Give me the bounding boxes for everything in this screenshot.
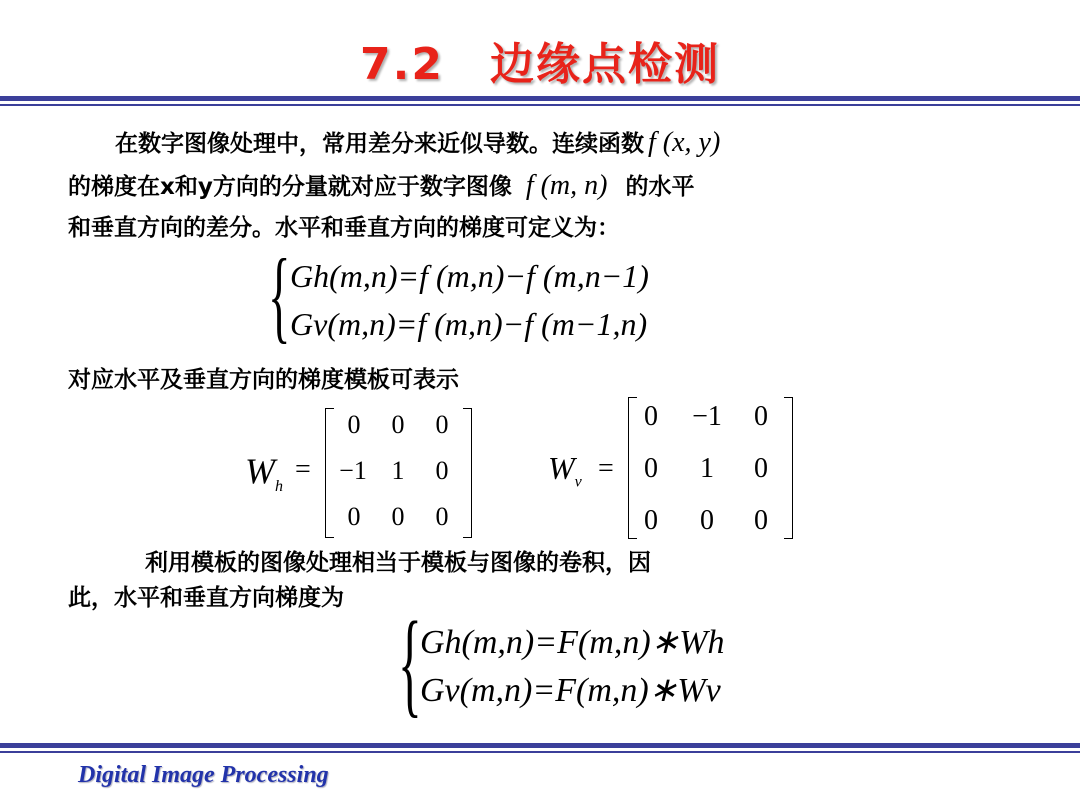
wh-cell: 0 <box>435 410 449 439</box>
gradient-convolution-equations <box>398 597 798 732</box>
para3-line1: 利用模板的图像处理相当于模板与图像的卷积，因 <box>145 550 651 576</box>
wv-bracket-right <box>784 397 793 539</box>
wv-cell: 0 <box>754 453 768 484</box>
eq1-line2: Gv(m,n)=f (m,n)−f (m−1,n) <box>290 306 648 342</box>
top-divider-thin <box>0 104 1080 106</box>
wv-cell: 0 <box>700 505 714 536</box>
para3-line2: 此，水平和垂直方向梯度为 <box>68 585 344 611</box>
slide-title: 7.2 边缘点检测 <box>360 39 720 90</box>
wh-cell: −1 <box>339 456 367 485</box>
para1-line1 <box>115 125 720 162</box>
wh-label: $W_h$ <box>245 451 283 496</box>
wv-cell: 0 <box>644 453 658 484</box>
para1-line1-text: 在数字图像处理中，常用差分来近似导数。连续函数 <box>115 131 644 157</box>
eq1-line1: Gh(m,n)=f (m,n)−f (m,n−1) <box>290 258 649 294</box>
eq2-line2: Gv(m,n)=F(m,n)∗Wv <box>420 672 721 709</box>
wv-matrix <box>634 399 784 537</box>
bottom-divider-thin <box>0 751 1080 753</box>
wh-equals: = <box>295 454 311 485</box>
wh-cell: 0 <box>435 456 449 485</box>
gradient-definition-equations <box>268 238 728 360</box>
wv-cell: 1 <box>700 453 714 484</box>
footer-course-name: Digital Image Processing <box>78 762 329 788</box>
para2: 对应水平及垂直方向的梯度模板可表示 <box>68 367 459 393</box>
left-brace-1: { <box>268 238 291 353</box>
eq2-line1: Gh(m,n)=F(m,n)∗Wh <box>420 624 725 661</box>
wh-cell: 0 <box>347 502 361 531</box>
para1-fxy: f (x, y) <box>648 127 721 158</box>
bottom-divider-thick <box>0 743 1080 748</box>
wh-matrix <box>331 408 461 536</box>
wh-cell: 1 <box>391 456 405 485</box>
para1-line2 <box>68 168 694 205</box>
wv-cell: 0 <box>644 401 658 432</box>
wh-cell: 0 <box>391 502 405 531</box>
wv-equals: = <box>598 453 614 484</box>
wh-bracket-right <box>463 408 472 538</box>
left-brace-2: { <box>398 597 422 728</box>
wh-matrix-block <box>245 400 485 545</box>
wv-label: $W_v$ <box>548 450 582 491</box>
wh-cell: 0 <box>391 410 405 439</box>
para1-line2-text-a: 的梯度在x和y方向的分量就对应于数字图像 <box>68 174 512 200</box>
wh-cell: 0 <box>435 502 449 531</box>
wv-cell: 0 <box>644 505 658 536</box>
wv-cell: 0 <box>754 505 768 536</box>
wv-cell: 0 <box>754 401 768 432</box>
wv-matrix-block <box>548 393 808 545</box>
para1-line2-text-b: 的水平 <box>625 174 695 200</box>
wv-cell: −1 <box>692 401 722 432</box>
top-divider-thick <box>0 96 1080 101</box>
para1-fmn: f (m, n) <box>525 170 608 201</box>
wh-cell: 0 <box>347 410 361 439</box>
para1-line3: 和垂直方向的差分。水平和垂直方向的梯度可定义为： <box>68 215 620 241</box>
